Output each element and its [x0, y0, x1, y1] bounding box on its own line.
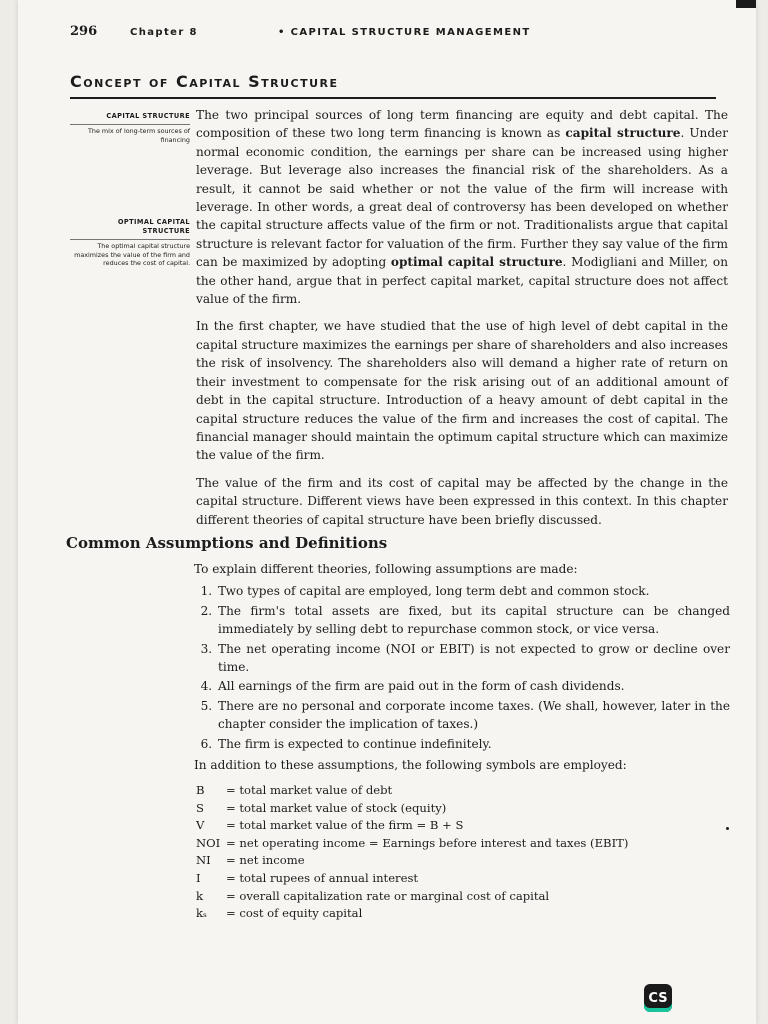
- chapter-label: Chapter 8: [130, 27, 198, 38]
- symbol-definition: = total market value of stock (equity): [226, 800, 447, 815]
- margin-note-capital-structure: [70, 112, 190, 144]
- document-page: [18, 0, 756, 1024]
- term-capital-structure: capital structure: [565, 126, 681, 141]
- symbol: V: [196, 818, 205, 833]
- symbol-row: [196, 870, 628, 888]
- symbol: NOI: [196, 835, 221, 850]
- main-text: [196, 106, 728, 538]
- assumptions-block: [194, 560, 730, 778]
- subsection-title: Common Assumptions and Definitions: [66, 534, 388, 552]
- symbol-definition: = total rupees of annual interest: [226, 870, 419, 885]
- stray-dot: [726, 827, 729, 830]
- margin-note-title: OPTIMAL CAPITAL STRUCTURE: [70, 218, 190, 240]
- margin-note-text: The mix of long-term sources of financing: [88, 127, 190, 144]
- symbol-row: [196, 782, 628, 800]
- symbol-definition: = net income: [226, 853, 305, 868]
- symbol-row: [196, 905, 628, 923]
- list-item: 5. There are no personal and corporate income taxes. (We shall, however, later in the chapter consider the implication of taxes.): [216, 697, 730, 734]
- camscanner-logo-icon: CS: [644, 984, 672, 1012]
- symbol-definition: = overall capitalization rate or marginal cost of capital: [226, 888, 550, 903]
- paragraph-2: In the first chapter, we have studied that the use of high level of debt capital in the capital structure maximizes the earnings per share of shareholders and also increases the risk of insolvency. The shareholders also will demand a higher rate of return on their investment to compensate for the risk arising out of an additional amount of debt in the capital structure. Introduction of a heavy amount of debt capital in the capital structure reduces the value of the firm and increases the cost of capital. The financial manager should maintain the optimum capital structure which can maximize the value of the firm.: [196, 319, 728, 463]
- section-title: Concept of Capital Structure: [70, 72, 716, 99]
- symbol-row: [196, 800, 628, 818]
- symbol-row: [196, 888, 628, 906]
- symbols-intro: In addition to these assumptions, the following symbols are employed:: [194, 758, 627, 773]
- symbol-row: [196, 852, 628, 870]
- symbol: I: [196, 870, 201, 885]
- symbol-definition: = net operating income = Earnings before interest and taxes (EBIT): [226, 835, 629, 850]
- symbol: k: [196, 888, 204, 903]
- running-title: • CAPITAL STRUCTURE MANAGEMENT: [278, 27, 531, 38]
- symbol: B: [196, 783, 205, 797]
- page-corner-mark: [736, 0, 756, 8]
- assumptions-list: [194, 582, 730, 753]
- symbol-definition: = cost of equity capital: [226, 906, 363, 921]
- list-item: 2. The firm's total assets are fixed, but its capital structure can be changed immediately by selling debt to repurchase common stock, or vice versa.: [216, 602, 730, 639]
- page-number: 296: [70, 24, 98, 39]
- running-header: [70, 24, 716, 39]
- symbol: kₛ: [196, 906, 207, 921]
- term-optimal-capital-structure: optimal capital structure: [390, 255, 563, 270]
- symbol-row: [196, 835, 628, 853]
- symbol-definition: = total market value of the firm = B + S: [226, 818, 464, 833]
- assumptions-intro: To explain different theories, following assumptions are made:: [194, 562, 578, 576]
- symbol-row: [196, 817, 628, 835]
- list-item: 4. All earnings of the firm are paid out in the form of cash dividends.: [216, 677, 730, 695]
- list-item: 3. The net operating income (NOI or EBIT) is not expected to grow or decline over time.: [216, 640, 730, 677]
- symbol: NI: [196, 853, 211, 868]
- paragraph-1: The two principal sources of long term financing are equity and debt capital. The composition of these two long term financing is known as capital structure. Under normal economic condition, the earnings per share can be increased using higher leverage. But leverage also increases the financial risk of the shareholders. As a result, it cannot be said whether or not the value of the firm will increase with leverage. In other words, a great deal of controversy has been developed on whether the capital structure affects value of the firm or not. Traditionalists argue that capital structure is relevant factor for valuation of the firm. Further they say value of the firm can be maximized by adopting optimal capital structure. Modigliani and Miller, on the other hand, argue that in perfect capital market, capital structure does not affect value of the firm.: [196, 108, 728, 307]
- paragraph-3: The value of the firm and its cost of capital may be affected by the change in the capital structure. Different views have been expressed in this context. In this chapter different theories of capital structure have been briefly discussed.: [196, 475, 728, 527]
- symbol: S: [196, 800, 204, 815]
- symbols-list: [196, 782, 628, 923]
- list-item: 6. The firm is expected to continue indefinitely.: [216, 735, 730, 753]
- symbol-definition: = total market value of debt: [226, 783, 393, 797]
- list-item: 1. Two types of capital are employed, long term debt and common stock.: [216, 582, 730, 600]
- margin-note-text: The optimal capital structure maximizes the value of the firm and reduces the cost of capital.: [74, 242, 190, 268]
- margin-note-optimal-capital-structure: [70, 218, 190, 268]
- margin-note-title: CAPITAL STRUCTURE: [70, 112, 190, 125]
